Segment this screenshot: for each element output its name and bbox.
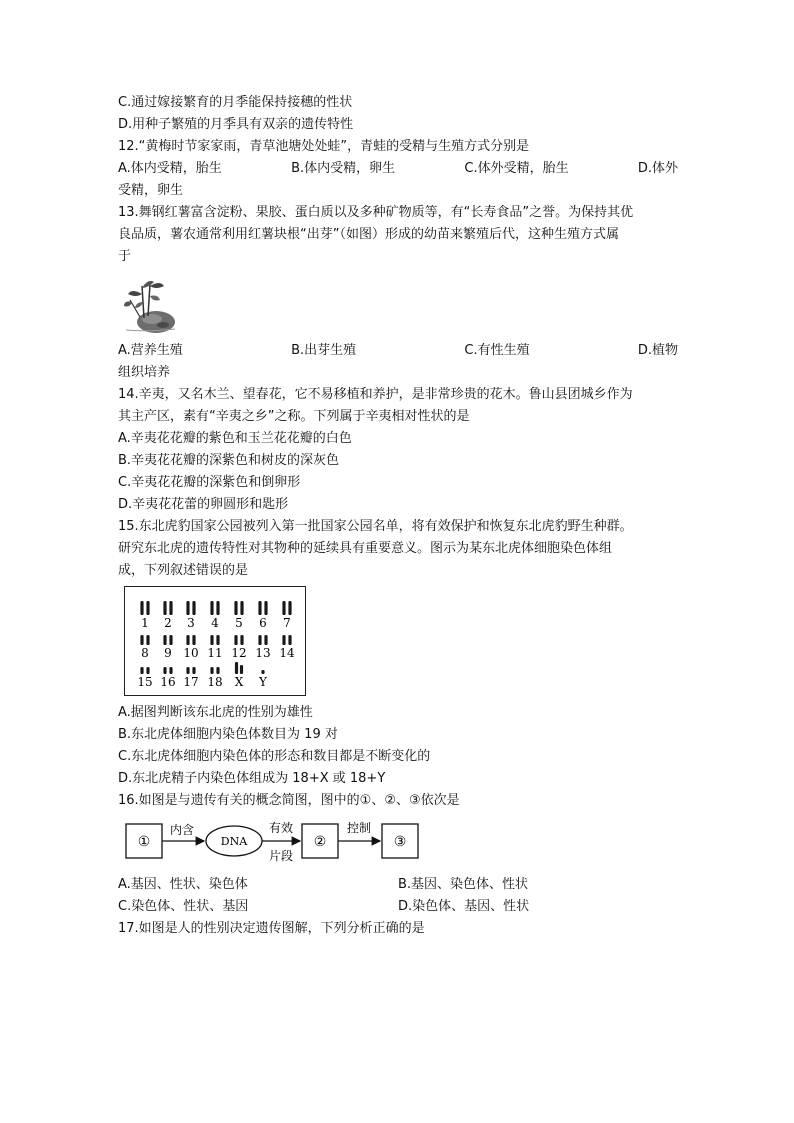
q14-option-d: D.辛夷花花蕾的卵圆形和匙形	[118, 497, 289, 512]
karyotype-label-9: 9	[164, 646, 172, 660]
chromosome-8-2	[146, 635, 149, 645]
karyotype-label-10: 10	[183, 646, 199, 660]
q15-option-d: D.东北虎精子内染色体组成为 18+X 或 18+Y	[118, 771, 386, 786]
q15-option-c: C.东北虎体细胞内染色体的形态和数目都是不断变化的	[118, 749, 431, 764]
chromosome-4-1	[210, 601, 213, 615]
q16-option-a: A.基因、性状、染色体	[118, 877, 248, 892]
q13-option-a: A.营养生殖	[118, 343, 183, 358]
karyotype-svg	[125, 587, 305, 695]
chromosome-14-1	[282, 635, 285, 645]
karyotype-label-7: 7	[283, 616, 291, 630]
chromosome-7-1	[282, 601, 285, 615]
chromosome-13-1	[258, 635, 261, 645]
q14-stem-2: 其主产区，素有“辛夷之乡”之称。下列属于辛夷相对性状的是	[118, 409, 470, 424]
chromosome-16-2	[169, 667, 172, 674]
q12-option-c: C.体外受精，胎生	[464, 161, 569, 176]
q13-stem-3: 于	[118, 249, 132, 264]
q13-options	[118, 340, 678, 362]
q16-options-row-1	[118, 874, 678, 896]
q15-stem-1: 15.东北虎豹国家公园被列入第一批国家公园名单，将有效保护和恢复东北虎豹野生种群。	[118, 519, 633, 534]
q12-option-d: D.体外	[637, 161, 678, 176]
diagram-box-3-label: ③	[393, 834, 407, 850]
chromosome-18-1	[210, 667, 213, 674]
q12-option-d-cont: 受精，卵生	[118, 183, 184, 198]
chromosome-14-2	[288, 635, 291, 645]
karyotype-label-2: 2	[164, 616, 172, 630]
chromosome-1-2	[146, 601, 149, 615]
q11-option-c: C.通过嫁接繁育的月季能保持接穗的性状	[118, 95, 353, 110]
q13-stem-1: 13.舞钢红薯富含淀粉、果胶、蛋白质以及多种矿物质等，有“长寿食品”之誉。为保持其优	[118, 205, 634, 220]
chromosome-17-2	[192, 667, 195, 674]
diagram-box-2-label: ②	[313, 834, 327, 850]
concept-diagram	[124, 814, 424, 870]
q17-stem: 17.如图是人的性别决定遗传图解，下列分析正确的是	[118, 921, 425, 936]
karyotype-label-13: 13	[255, 646, 271, 660]
chromosome-X-2	[240, 665, 243, 674]
chromosome-12-1	[234, 635, 237, 645]
chromosome-9-2	[169, 635, 172, 645]
q14-option-c: C.辛夷花花瓣的深紫色和倒卵形	[118, 475, 301, 490]
chromosome-15-1	[140, 667, 143, 674]
q14-option-a: A.辛夷花花瓣的紫色和玉兰花花瓣的白色	[118, 431, 352, 446]
karyotype-figure	[124, 586, 306, 696]
diagram-arrow-3-label: 控制	[346, 821, 372, 835]
q16-option-b: B.基因、染色体、性状	[398, 877, 529, 892]
karyotype-label-11: 11	[207, 646, 223, 660]
chromosome-3-2	[192, 601, 195, 615]
chromosome-2-1	[163, 601, 166, 615]
chromosome-6-2	[264, 601, 267, 615]
q16-options-row-2	[118, 896, 678, 918]
q11-option-d: D.用种子繁殖的月季具有双亲的遗传特性	[118, 117, 354, 132]
diagram-arrow-2-top-label: 有效	[268, 821, 294, 835]
chromosome-5-2	[240, 601, 243, 615]
karyotype-label-17: 17	[183, 675, 199, 689]
karyotype-label-1: 1	[141, 616, 149, 630]
chromosome-5-1	[234, 601, 237, 615]
chromosome-8-1	[140, 635, 143, 645]
diagram-box-1-label: ①	[137, 834, 151, 850]
q16-stem: 16.如图是与遗传有关的概念简图，图中的①、②、③依次是	[118, 793, 460, 808]
karyotype-label-14: 14	[279, 646, 295, 660]
q15-option-b: B.东北虎体细胞内染色体数目为 19 对	[118, 727, 338, 742]
chromosome-13-2	[264, 635, 267, 645]
karyotype-label-4: 4	[211, 616, 219, 630]
karyotype-label-12: 12	[231, 646, 247, 660]
chromosome-X-1	[235, 662, 238, 674]
q13-stem-2: 良品质，薯农通常利用红薯块根“出芽”（如图）形成的幼苗来繁殖后代，这种生殖方式属	[118, 227, 619, 242]
chromosome-18-2	[216, 667, 219, 674]
q16-option-d: D.染色体、基因、性状	[398, 899, 530, 914]
chromosome-6-1	[258, 601, 261, 615]
chromosome-11-2	[216, 635, 219, 645]
q13-option-d: D.植物	[637, 343, 678, 358]
q12-stem: 12.“黄梅时节家家雨，青草池塘处处蛙”，青蛙的受精与生殖方式分别是	[118, 139, 530, 154]
chromosome-11-1	[210, 635, 213, 645]
exam-content	[118, 92, 678, 940]
q15-stem-2: 研究东北虎的遗传特性对其物种的延续具有重要意义。图示为某东北虎体细胞染色体组	[118, 541, 613, 556]
chromosome-15-2	[146, 667, 149, 674]
diagram-arrow-2-bottom-label: 片段	[268, 849, 294, 863]
q12-options	[118, 158, 678, 180]
karyotype-label-8: 8	[141, 646, 149, 660]
karyotype-label-Y: Y	[259, 675, 267, 689]
karyotype-label-6: 6	[259, 616, 267, 630]
diagram-dna-label: DNA	[220, 835, 248, 848]
karyotype-label-3: 3	[187, 616, 195, 630]
karyotype-label-5: 5	[235, 616, 243, 630]
chromosome-12-2	[240, 635, 243, 645]
chromosome-4-2	[216, 601, 219, 615]
sweet-potato-sprout-figure	[120, 272, 180, 336]
chromosome-9-1	[163, 635, 166, 645]
chromosome-2-2	[169, 601, 172, 615]
chromosome-10-2	[192, 635, 195, 645]
karyotype-label-X: X	[234, 675, 244, 689]
q16-option-c: C.染色体、性状、基因	[118, 899, 249, 914]
chromosome-17-1	[186, 667, 189, 674]
q14-option-b: B.辛夷花花瓣的深紫色和树皮的深灰色	[118, 453, 340, 468]
q13-option-d-cont: 组织培养	[118, 365, 171, 380]
q14-stem-1: 14.辛夷，又名木兰、望春花，它不易移植和养护，是非常珍贵的花木。鲁山县团城乡作为	[118, 387, 633, 402]
chromosome-1-1	[140, 601, 143, 615]
chromosome-3-1	[186, 601, 189, 615]
chromosome-Y-1	[261, 670, 264, 674]
q13-option-b: B.出芽生殖	[291, 343, 357, 358]
diagram-arrow-1-label: 内含	[169, 823, 195, 837]
karyotype-label-16: 16	[160, 675, 176, 689]
chromosome-10-1	[186, 635, 189, 645]
q15-stem-3: 成，下列叙述错误的是	[118, 563, 249, 578]
karyotype-label-18: 18	[207, 675, 223, 689]
q12-option-a: A.体内受精，胎生	[118, 161, 222, 176]
chromosome-7-2	[288, 601, 291, 615]
karyotype-label-15: 15	[137, 675, 153, 689]
q13-option-c: C.有性生殖	[464, 343, 530, 358]
q12-option-b: B.体内受精，卵生	[291, 161, 396, 176]
q15-option-a: A.据图判断该东北虎的性别为雄性	[118, 705, 313, 720]
chromosome-16-1	[163, 667, 166, 674]
